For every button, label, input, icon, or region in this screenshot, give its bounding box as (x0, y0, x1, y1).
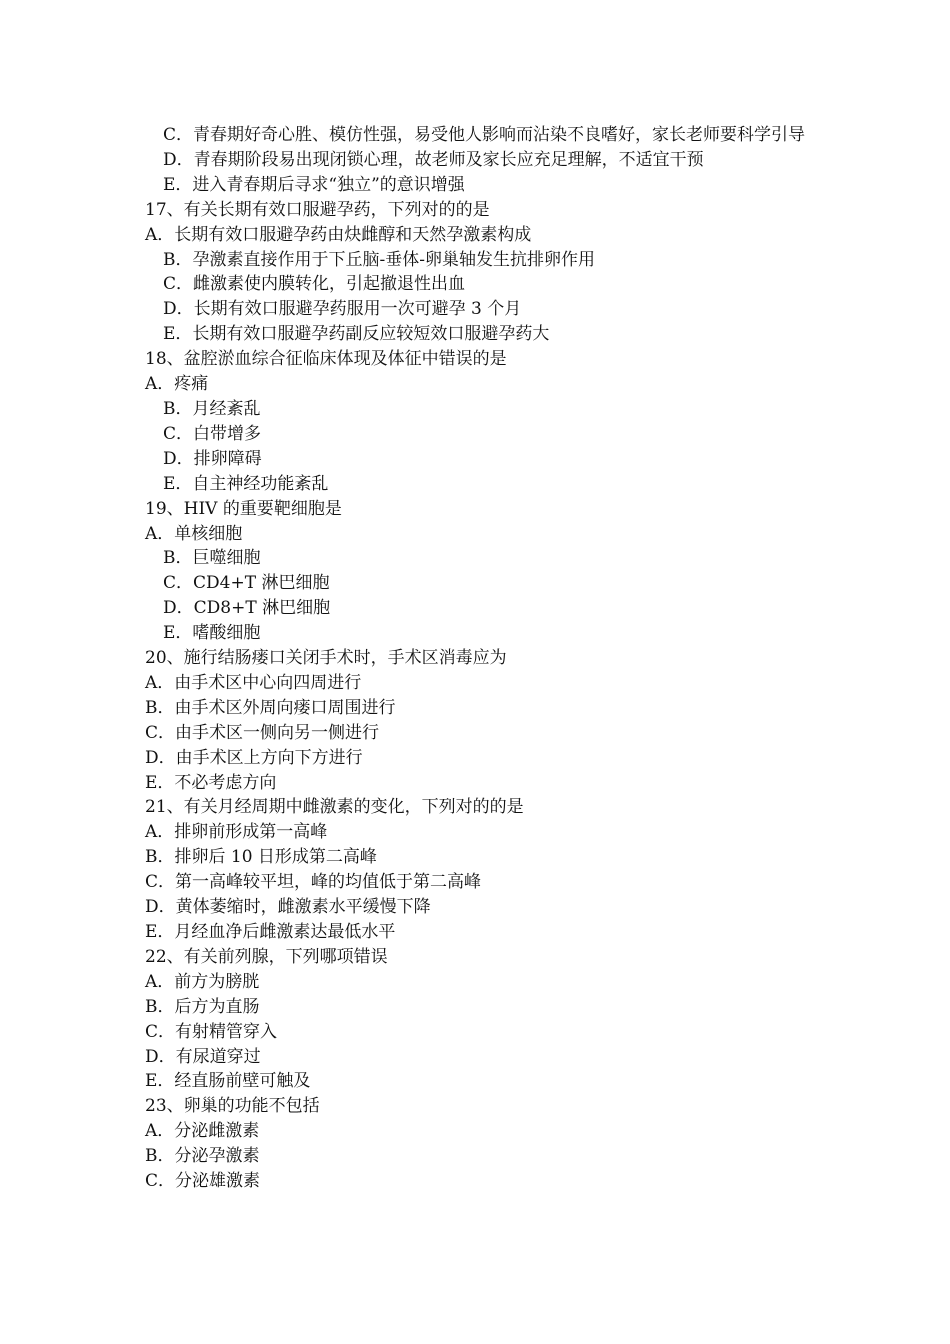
option-line: A．由手术区中心向四周进行 (145, 672, 362, 693)
option-line: A．排卵前形成第一高峰 (145, 822, 328, 843)
option-line: C．第一高峰较平坦，峰的均值低于第二高峰 (145, 872, 482, 893)
option-line: B．由手术区外周向瘘口周围进行 (145, 697, 396, 718)
option-line: A．长期有效口服避孕药由炔雌醇和天然孕激素构成 (145, 224, 532, 245)
question-23-stem: 23、卵巢的功能不包括 (145, 1096, 320, 1117)
option-line: D．由手术区上方向下方进行 (145, 747, 363, 768)
option-line: B．巨噬细胞 (163, 548, 261, 569)
option-line: E．进入青春期后寻求“独立”的意识增强 (163, 174, 465, 195)
option-line: C．由手术区一侧向另一侧进行 (145, 722, 380, 743)
option-line: B．分泌孕激素 (145, 1146, 260, 1167)
option-line: E．月经血净后雌激素达最低水平 (145, 922, 396, 942)
option-line: D．青春期阶段易出现闭锁心理，故老师及家长应充足理解，不适宜干预 (163, 149, 704, 170)
question-21-stem: 21、有关月经周期中雌激素的变化，下列对的的是 (145, 797, 524, 818)
question-22-stem: 22、有关前列腺，下列哪项错误 (145, 946, 388, 967)
question-17-stem: 17、有关长期有效口服避孕药，下列对的的是 (145, 199, 490, 220)
option-line: E．长期有效口服避孕药副反应较短效口服避孕药大 (163, 324, 550, 345)
option-line: C．白带增多 (163, 423, 262, 444)
question-19-stem: 19、HIV 的重要靶细胞是 (145, 498, 342, 519)
option-line: B．月经紊乱 (163, 398, 261, 419)
option-line: C．雌激素使内膜转化，引起撤退性出血 (163, 274, 466, 295)
option-line: B．后方为直肠 (145, 996, 260, 1017)
option-line: A．疼痛 (145, 374, 209, 395)
option-line: E．经直肠前壁可触及 (145, 1071, 311, 1092)
option-line: D．有尿道穿过 (145, 1046, 261, 1067)
option-line: D．黄体萎缩时，雌激素水平缓慢下降 (145, 897, 431, 918)
option-line: B．排卵后 10 日形成第二高峰 (145, 847, 377, 868)
option-line: A．前方为膀胱 (145, 971, 260, 992)
option-line: D．CD8+T 淋巴细胞 (163, 598, 331, 619)
option-line: E．自主神经功能紊乱 (163, 473, 329, 494)
option-line: C．青春期好奇心胜、模仿性强，易受他人影响而沾染不良嗜好，家长老师要科学引导 (163, 125, 806, 145)
question-18-stem: 18、盆腔淤血综合征临床体现及体征中错误的是 (145, 349, 507, 370)
option-line: C．有射精管穿入 (145, 1021, 278, 1042)
option-line: C．分泌雄激素 (145, 1171, 261, 1192)
option-line: C．CD4+T 淋巴细胞 (163, 573, 330, 594)
option-line: A．单核细胞 (145, 523, 243, 544)
option-line: A．分泌雌激素 (145, 1121, 260, 1142)
option-line: E．嗜酸细胞 (163, 623, 261, 644)
option-line: E．不必考虑方向 (145, 772, 277, 793)
question-list (145, 123, 815, 1194)
option-line: D．排卵障碍 (163, 448, 262, 469)
option-line: D．长期有效口服避孕药服用一次可避孕 3 个月 (163, 299, 522, 320)
option-line: B．孕激素直接作用于下丘脑-垂体-卵巢轴发生抗排卵作用 (163, 249, 595, 270)
question-20-stem: 20、施行结肠瘘口关闭手术时，手术区消毒应为 (145, 648, 507, 669)
